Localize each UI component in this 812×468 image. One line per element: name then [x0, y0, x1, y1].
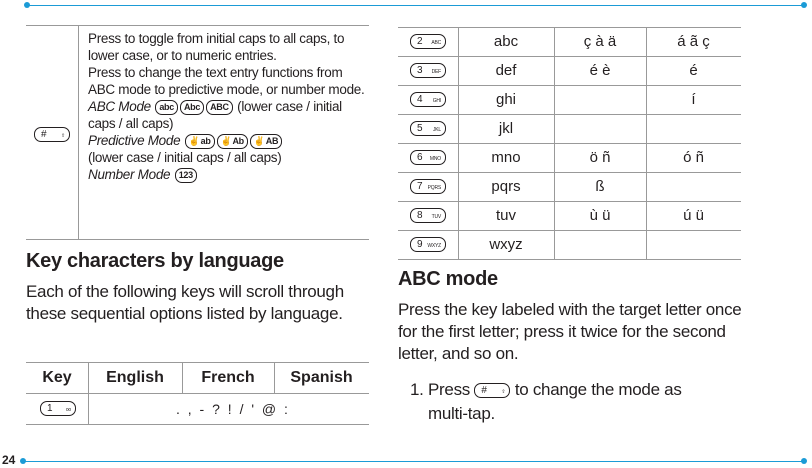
- english-chars: wxyz: [489, 236, 523, 253]
- key-2-icon: 2 ABC: [410, 34, 446, 49]
- hash-key-icon: # ⇧: [474, 383, 510, 398]
- table-row: [398, 231, 741, 259]
- table-row: [398, 28, 741, 57]
- abc-initial-caps-icon: Abc: [180, 100, 204, 115]
- number-mode-icon: 123: [175, 168, 197, 183]
- character-table: [398, 27, 741, 260]
- table-row: [398, 173, 741, 202]
- table-row: [26, 394, 369, 424]
- header-spanish: Spanish: [290, 369, 353, 386]
- header-key: Key: [42, 369, 72, 386]
- step-1: 1. Press # ⇧ to change the mode as multi-tap.: [410, 380, 682, 423]
- header-english: English: [106, 369, 164, 386]
- mode-table: [26, 25, 369, 240]
- english-chars: pqrs: [491, 178, 521, 195]
- bottom-rule-dot-left: [20, 458, 26, 464]
- table-row: [398, 86, 741, 115]
- key-4-icon: 4 GHI: [410, 92, 446, 107]
- hash-key-icon: # ⇧: [34, 127, 70, 142]
- toggle-description: Press to toggle from initial caps to all caps, to lower case, or to numeric entries.: [88, 31, 345, 63]
- french-chars: é è: [589, 62, 611, 79]
- mode-description: [88, 30, 366, 183]
- predictive-initial-caps-icon: ✌Ab: [217, 134, 248, 149]
- spanish-chars: í: [691, 91, 696, 108]
- punctuation-chars: . , - ? ! / ' @ :: [176, 401, 290, 417]
- english-chars: ghi: [495, 91, 517, 108]
- english-chars: mno: [491, 149, 521, 166]
- predictive-lower-icon: ✌ab: [185, 134, 215, 149]
- spanish-chars: á ã ç: [677, 33, 710, 50]
- key-9-icon: 9 WXYZ: [410, 237, 446, 252]
- key-8-icon: 8 TUV: [410, 208, 446, 223]
- predictive-mode-line: Predictive Mode ✌ab ✌Ab ✌AB: [88, 132, 366, 149]
- column-divider: [78, 26, 79, 239]
- change-description: Press to change the text entry functions from ABC mode to predictive mode, or number mode.: [88, 65, 365, 97]
- table-row: [398, 57, 741, 86]
- spanish-chars: é: [689, 62, 698, 79]
- abc-all-caps-icon: ABC: [206, 100, 233, 115]
- abc-mode-heading: ABC mode: [398, 268, 498, 290]
- abc-mode-paragraph: Press the key labeled with the target letter once for the first letter; press it twice for the second letter, and so on.: [398, 300, 742, 363]
- english-chars: jkl: [498, 120, 514, 137]
- french-chars: ö ñ: [589, 149, 611, 166]
- top-rule-dot-left: [24, 2, 30, 8]
- abc-mode-line: ABC Mode abc Abc ABC (lower case / initial caps / all caps): [88, 99, 342, 131]
- bottom-rule: [24, 461, 806, 462]
- french-chars: ß: [595, 178, 605, 195]
- top-rule: [28, 5, 806, 6]
- key-5-icon: 5 JKL: [410, 121, 446, 136]
- language-heading: Key characters by language: [26, 250, 284, 272]
- key-6-icon: 6 MNO: [410, 150, 446, 165]
- french-chars: ù ü: [589, 207, 611, 224]
- bottom-rule-dot-right: [801, 458, 807, 464]
- key-3-icon: 3 DEF: [410, 63, 446, 78]
- header-french: French: [201, 369, 255, 386]
- key-7-icon: 7 PQRS: [410, 179, 446, 194]
- key-1-icon: 1 oo: [40, 401, 76, 416]
- language-table-header: [26, 363, 369, 394]
- predictive-all-caps-icon: ✌AB: [250, 134, 282, 149]
- english-chars: def: [495, 62, 517, 79]
- table-row: [398, 115, 741, 144]
- english-chars: tuv: [495, 207, 516, 224]
- english-chars: abc: [493, 33, 519, 50]
- top-rule-dot-right: [801, 2, 807, 8]
- language-paragraph: Each of the following keys will scroll through these sequential options listed by language.: [26, 282, 344, 323]
- number-mode-line: Number Mode 123: [88, 166, 366, 183]
- spanish-chars: ó ñ: [683, 149, 704, 166]
- french-chars: ç à ä: [583, 33, 617, 50]
- table-row: [398, 202, 741, 231]
- page-number: 24: [2, 453, 16, 467]
- language-table: [26, 362, 369, 425]
- abc-mode-icon: abc: [155, 100, 178, 115]
- spanish-chars: ú ü: [683, 207, 704, 224]
- table-row: [398, 144, 741, 173]
- predictive-note: (lower case / initial caps / all caps): [88, 150, 282, 165]
